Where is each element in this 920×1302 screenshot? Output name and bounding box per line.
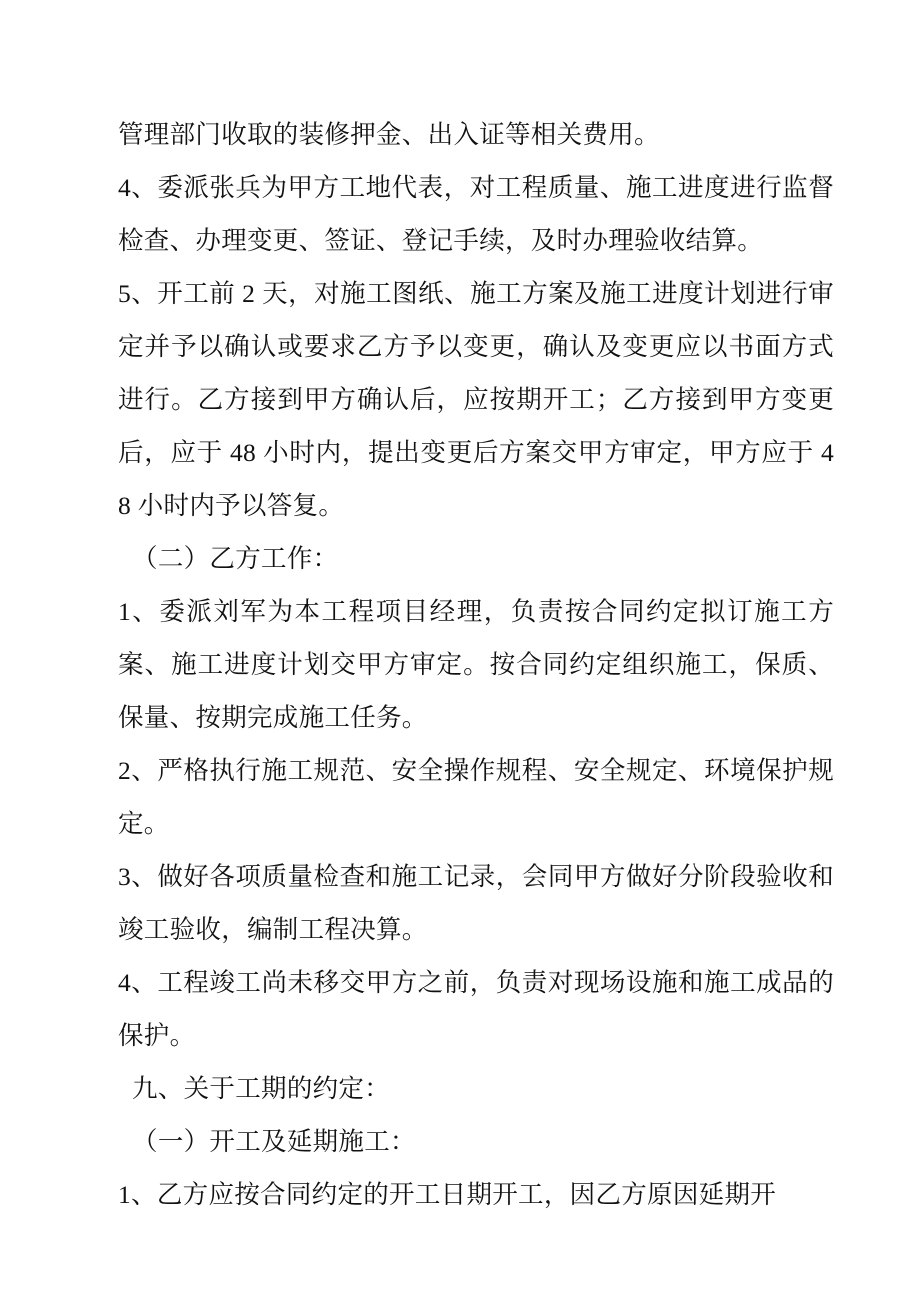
paragraph: （二）乙方工作： — [132, 544, 339, 573]
paragraph: 管理部门收取的装修押金、出入证等相关费用。 — [118, 120, 660, 149]
paragraph: 2、严格执行施工规范、安全操作规程、安全规定、环境保护规定。 — [118, 756, 834, 838]
paragraph: 5、开工前 2 天，对施工图纸、施工方案及施工进度计划进行审定并予以确认或要求乙方予以变更，确认及变更应以书面方式进行。乙方接到甲方确认后，应按期开工；乙方接到甲方变更后，应于 48 小时内，提出变更后方案交甲方审定，甲方应于 48 小时内予以答复。 — [118, 279, 834, 520]
paragraph: 4、委派张兵为甲方工地代表，对工程质量、施工进度进行监督检查、办理变更、签证、登记手续，及时办理验收结算。 — [118, 173, 834, 255]
paragraph: 1、乙方应按合同约定的开工日期开工，因乙方原因延期开 — [118, 1180, 777, 1209]
paragraph: 4、工程竣工尚未移交甲方之前，负责对现场设施和施工成品的保护。 — [118, 968, 834, 1050]
document-body — [118, 108, 834, 1221]
paragraph: （一）开工及延期施工： — [132, 1127, 416, 1156]
paragraph: 1、委派刘军为本工程项目经理，负责按合同约定拟订施工方案、施工进度计划交甲方审定。按合同约定组织施工，保质、保量、按期完成施工任务。 — [118, 597, 834, 732]
paragraph: 3、做好各项质量检查和施工记录，会同甲方做好分阶段验收和竣工验收，编制工程决算。 — [118, 862, 834, 944]
paragraph: 九、关于工期的约定： — [132, 1074, 391, 1103]
